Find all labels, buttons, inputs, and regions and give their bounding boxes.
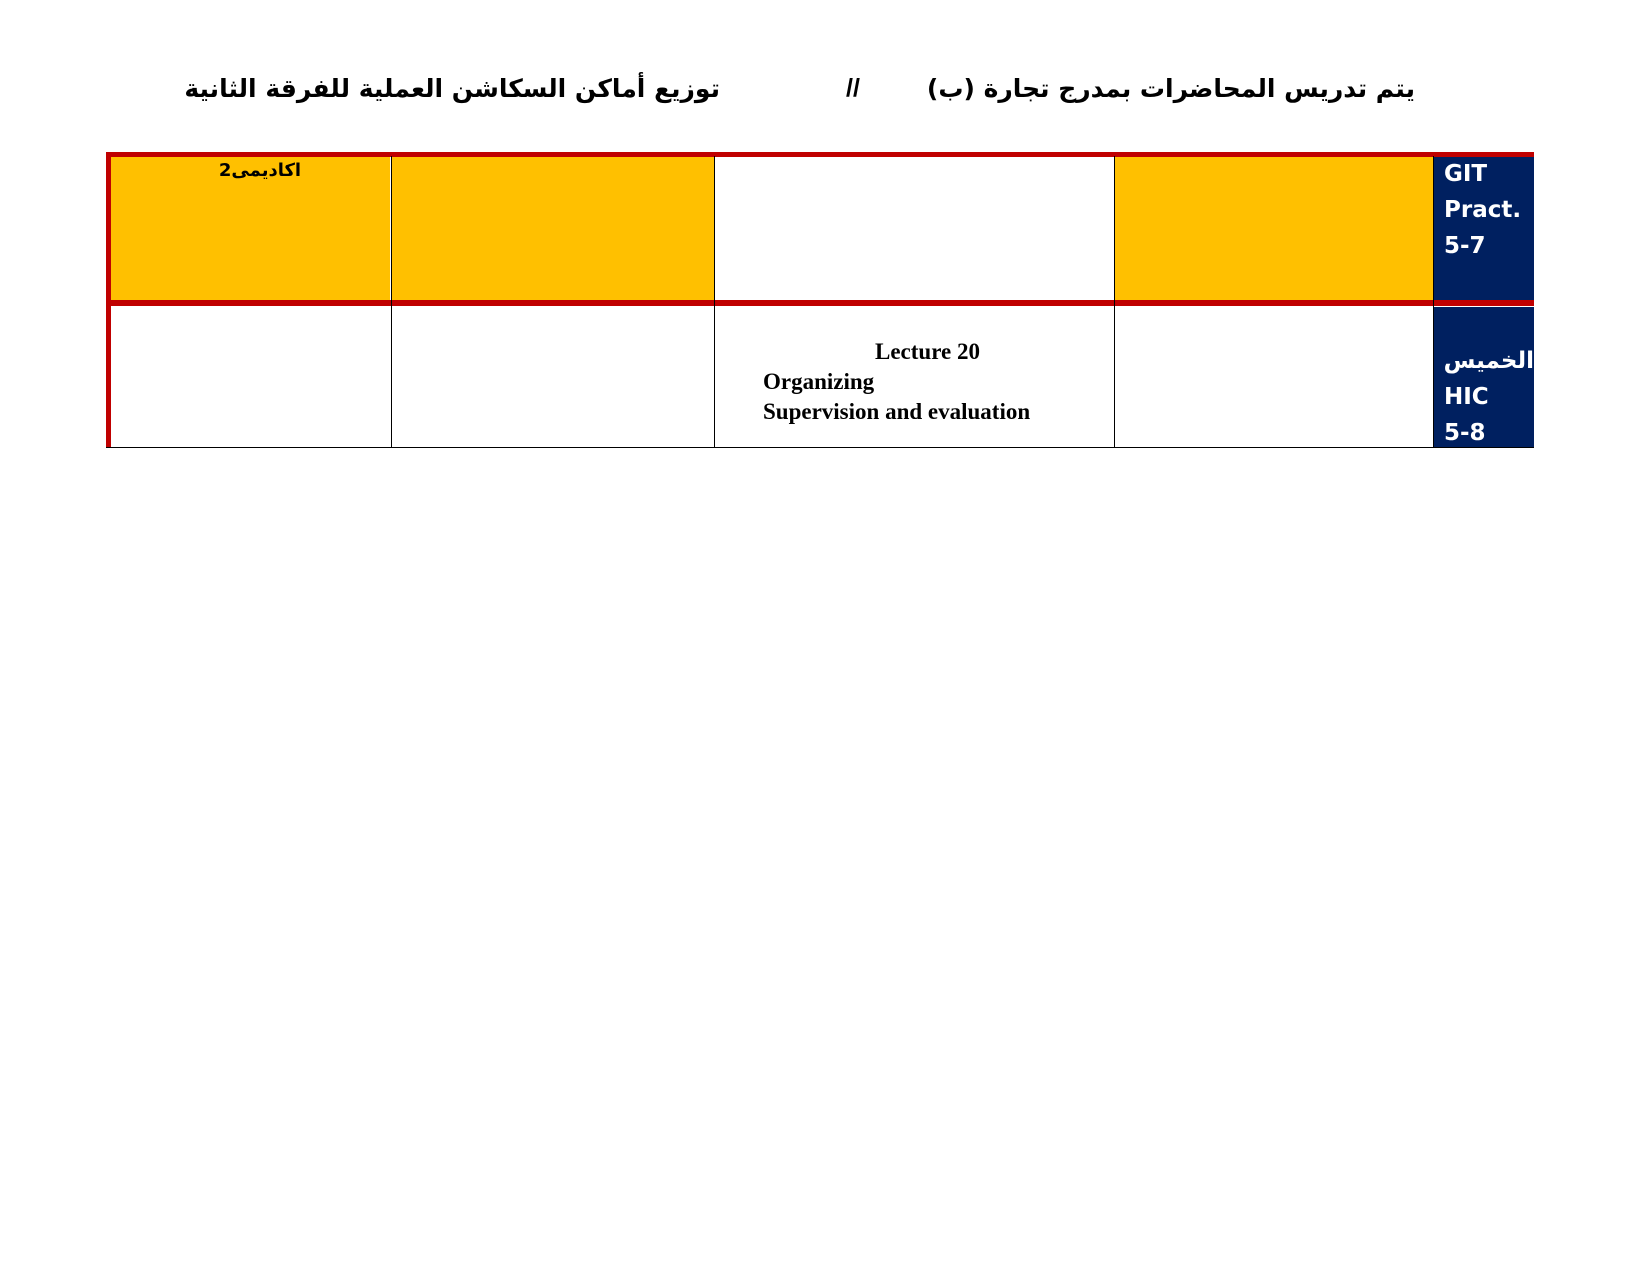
lecture-topic-1: Organizing [763, 369, 875, 394]
header-right-text: يتم تدريس المحاضرات بمدرج تجارة (ب) [926, 74, 1415, 103]
schedule-table [106, 152, 1534, 448]
bottom-border [106, 447, 1534, 448]
academic-label: اكاديمى2 [218, 160, 302, 181]
divider-4 [1433, 156, 1434, 448]
row2-lecture-cell [715, 307, 1114, 447]
row1-cell-3 [715, 156, 1114, 301]
middle-red-border [106, 300, 1534, 306]
row2-label-line3: 5-8 [1444, 420, 1486, 446]
row2-label-line1: الخميس [1443, 348, 1534, 374]
row2-cell-2 [392, 307, 714, 447]
row1-cell-2 [392, 156, 714, 301]
lecture-title: Lecture 20 [875, 339, 980, 364]
lecture-topic-2: Supervision and evaluation [763, 399, 1031, 424]
divider-3 [1114, 156, 1115, 448]
divider-1 [391, 156, 392, 448]
header-left-text: توزيع أماكن السكاشن العملية للفرقة الثانية [184, 74, 720, 103]
row1-label-line1: GIT [1444, 161, 1488, 187]
row2-cell-4 [1115, 307, 1433, 447]
top-red-border [106, 152, 1534, 157]
row2-label-line2: HIC [1444, 384, 1489, 410]
row1-label-line3: 5-7 [1444, 233, 1486, 259]
row1-label-line2: Pract. [1444, 197, 1522, 223]
row1-label-cell [1434, 156, 1534, 301]
left-red-border [106, 152, 111, 448]
row1-cell-4 [1115, 156, 1433, 301]
row1-cell-academic [110, 156, 390, 301]
row2-cell-1 [110, 307, 390, 447]
divider-2 [714, 156, 715, 448]
row2-label-cell [1434, 307, 1534, 448]
header-separator: // [846, 74, 860, 102]
